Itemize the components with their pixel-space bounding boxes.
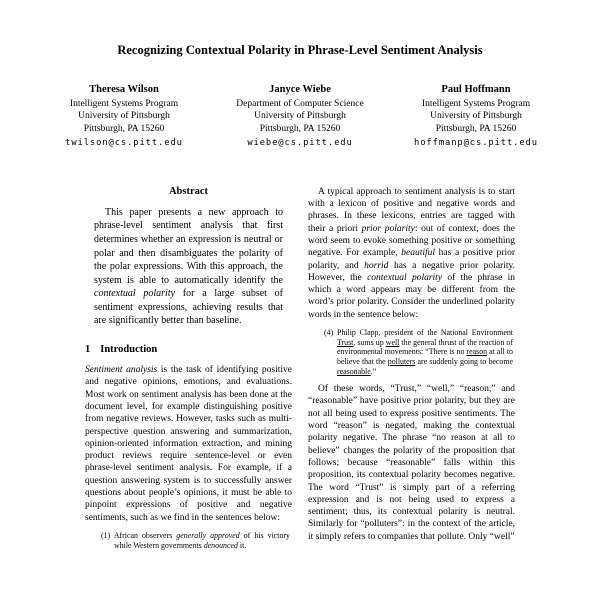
author-affiliation-line: Pittsburgh, PA 15260	[83, 123, 165, 134]
example-sentence-1: (1) African observers generally approved of his victory while Western governments denounced it.	[101, 530, 290, 550]
left-column	[85, 186, 292, 557]
right-paragraph-2: Of these words, “Trust,” “well,” “reason,” and “reasonable” have positive prior polarity, but they are not all being used to express positive sentiments. The word “reason” is negated, making the contextual polarity negative. The phrase “no reason at all to believe” changes the polarity of the proposition that follows; because “reasonable” falls within this proposition, its contextual polarity becomes negative. The word “Trust” is simply part of a referring expression and is not being used to express a sentiment; thus, its contextual polarity is neutral. Similarly for “polluters”: in the context of the article, it simply refers to companies that pollute. Only “well”	[308, 384, 515, 542]
author-affiliation-line: University of Pittsburgh	[78, 111, 170, 122]
section-title: Introduction	[100, 344, 158, 356]
author-affiliation-line: Intelligent Systems Program	[421, 99, 531, 110]
author-affiliation-line: Intelligent Systems Program	[69, 99, 179, 110]
right-paragraph-1: A typical approach to sentiment analysis is to start with a lexicon of positive and negative words and phrases. In these lexicons, entries are tagged with their a priori prior polarity: out of context, does the word seem to evoke something positive or something negative. For example, beautiful has a positive prior polarity, and horrid has a negative prior polarity. However, the contextual polarity of the phrase in which a word appears may be different from the word’s prior polarity. Consider the underlined polarity words in the sentence below:	[308, 186, 516, 320]
author-affiliation-line: University of Pittsburgh	[430, 111, 522, 122]
example-sentence-4: (4) Philip Clapp, president of the National Environment Trust, sums up well the general thrust of the reaction of environmental movements: “There is no reason at all to believe that the polluters are suddenly going to become reasonable.”	[324, 327, 514, 376]
author-email: hoffmanp@cs.pitt.edu	[414, 137, 538, 148]
author-affiliation-line: University of Pittsburgh	[254, 111, 346, 122]
author-block	[0, 84, 600, 147]
author-affiliation-line: Pittsburgh, PA 15260	[435, 123, 517, 134]
author-email: wiebe@cs.pitt.edu	[247, 137, 353, 148]
author-affiliation-line: Pittsburgh, PA 15260	[259, 123, 341, 134]
author-janyce-wiebe	[216, 84, 384, 147]
author-name: Janyce Wiebe	[269, 84, 331, 96]
intro-paragraph-1: Sentiment analysis is the task of identifying positive and negative opinions, emotions, and evaluations. Most work on sentiment analysis has been done at the document level, for example distinguishing positive from negative reviews. However, tasks such as multi-perspective question answering and summarization, opinion-oriented information extraction, and mining product reviews require sentence-level or even phrase-level sentiment analysis. For example, if a question answering system is to successfully answer questions about people’s opinions, it must be able to pinpoint expressions of positive and negative sentiments, such as we find in the sentences below:	[85, 365, 292, 523]
section-1-heading	[85, 344, 292, 355]
section-number: 1	[85, 344, 91, 356]
author-email: twilson@cs.pitt.edu	[65, 137, 183, 148]
author-affiliation-line: Department of Computer Science	[236, 99, 364, 110]
abstract-text: This paper presents a new approach to phrase-level sentiment analysis that first determines whether an expression is neutral or polar and then disambiguates the polarity of the polar expressions. With this approach, the system is able to automatically identify the contextual polarity for a large subset of sentiment expressions, achieving results that are significantly better than baseline.	[94, 206, 283, 327]
author-theresa-wilson	[40, 84, 208, 147]
author-paul-hoffmann	[392, 84, 560, 147]
abstract-heading: Abstract	[168, 185, 209, 197]
two-column-body	[0, 186, 600, 557]
author-name: Theresa Wilson	[89, 84, 159, 96]
author-name: Paul Hoffmann	[441, 84, 511, 96]
paper-title: Recognizing Contextual Polarity in Phrase-Level Sentiment Analysis	[117, 43, 483, 57]
right-column	[308, 186, 515, 557]
